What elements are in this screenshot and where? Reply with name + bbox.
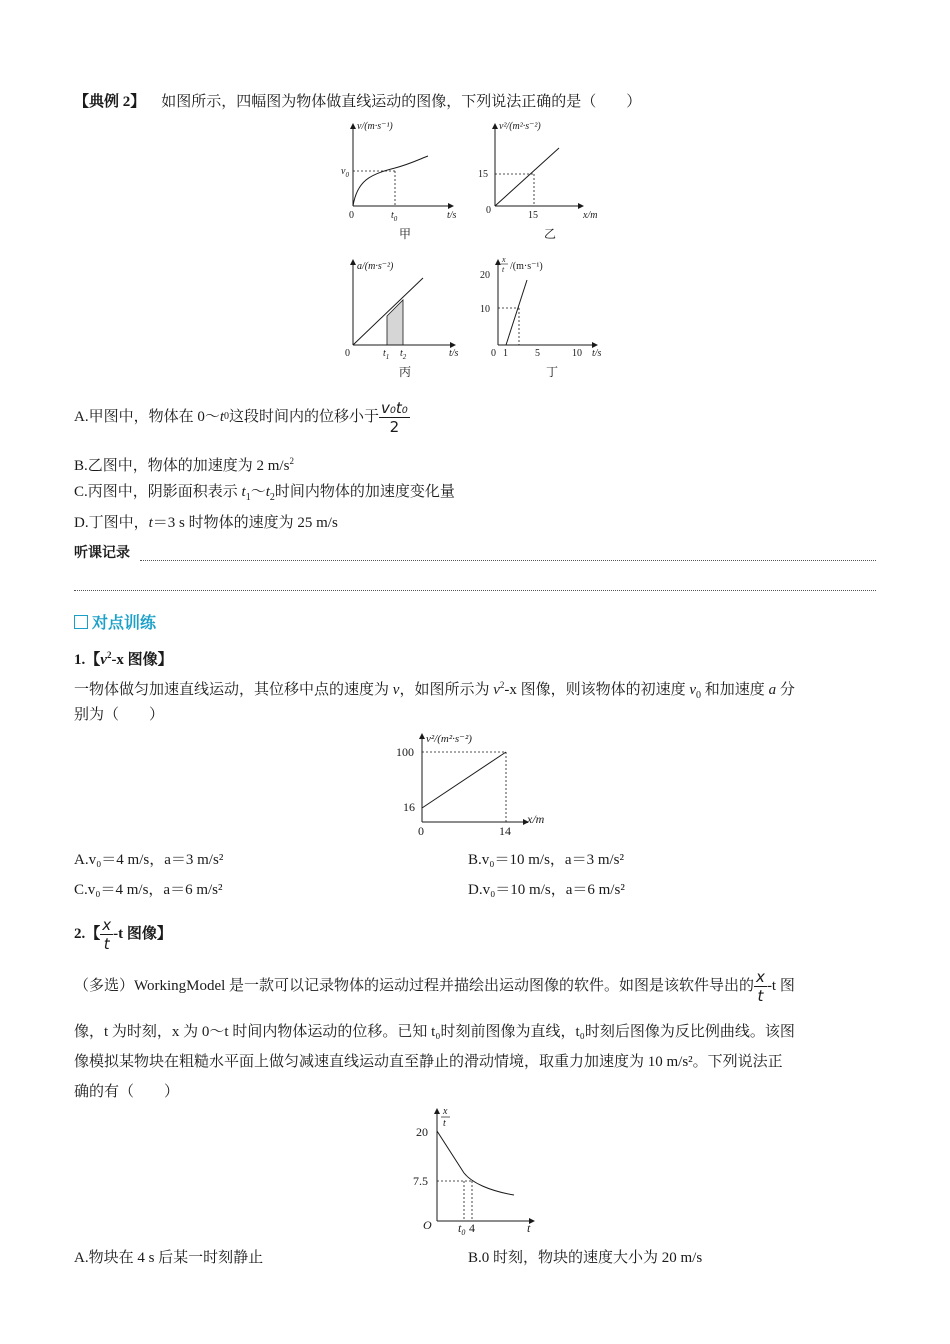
jia-origin: 0 xyxy=(349,210,354,221)
q1-text-line2: 别为（ ） xyxy=(74,707,165,723)
q1-option-c[interactable]: C.v₀＝4 m/s，a＝6 m/s² xyxy=(74,882,223,898)
bing-caption: 丙 xyxy=(399,365,412,379)
ding-ytick-20: 20 xyxy=(480,270,490,281)
q1-x14: 14 xyxy=(499,824,511,838)
q2-x4: 4 xyxy=(469,1221,475,1235)
bing-ylabel: a/(m·s⁻²) xyxy=(357,261,394,272)
ding-xtick-1: 1 xyxy=(503,348,508,359)
ding-ytick-10: 10 xyxy=(480,304,490,315)
ding-line xyxy=(506,280,527,345)
yi-xlabel: x/m xyxy=(583,210,598,221)
bing-shaded-area xyxy=(387,300,403,345)
ding-xtick-10: 10 xyxy=(572,348,582,359)
bing-origin: 0 xyxy=(345,348,350,359)
q2-text-fraction: $\frac{x}{t}$ xyxy=(756,967,765,1005)
yi-caption: 乙 xyxy=(544,227,557,241)
q1-line xyxy=(422,752,506,808)
graph-yi xyxy=(475,116,615,244)
bing-t2: $t_2$ xyxy=(400,348,407,361)
q2-option-a[interactable]: A.物块在 4 s 后某一时刻静止 xyxy=(74,1250,264,1266)
q2-graph xyxy=(410,1103,545,1238)
q1-heading: 1.【$v^2-x$ 图像】 xyxy=(74,650,173,668)
q2-text-line2: 像，t 为时刻，x 为 0～t 时间内物体运动的位移。已知 t₀时刻前图像为直线，t₀时刻后图像为反比例曲线。该图 xyxy=(74,1024,795,1040)
q2-ylabel-num: x xyxy=(443,1106,448,1117)
jia-v0: $v_0$ xyxy=(341,166,349,179)
bing-xlabel: t/s xyxy=(449,348,459,359)
yi-origin: 0 xyxy=(486,205,491,216)
ding-ylabel-den: t xyxy=(502,265,505,274)
q2-y75: 7.5 xyxy=(413,1174,428,1188)
training-section-title: 对点训练 xyxy=(74,610,156,633)
example-option-a: A.甲图中，物体在 0～ t 0 这段时间内的位移小于 $\frac{\text{v₀t₀}}{2}$ xyxy=(74,398,408,436)
q2-text-line4: 确的有（ ） xyxy=(74,1084,180,1100)
ding-xlabel: t/s xyxy=(592,348,602,359)
notes-label: 听课记录 xyxy=(74,545,130,561)
q1-xlabel: x/m xyxy=(527,812,545,826)
yi-ytick: 15 xyxy=(478,169,488,180)
q1-x0: 0 xyxy=(418,824,424,838)
yi-ylabel: v²/(m²·s⁻²) xyxy=(499,121,541,132)
q1-ylabel: v²/(m²·s⁻²) xyxy=(426,733,472,745)
q1-option-a[interactable]: A.v₀＝4 m/s，a＝3 m/s² xyxy=(74,852,224,868)
example-question-text: 如图所示，四幅图为物体做直线运动的图像，下列说法正确的是（ ） xyxy=(161,94,642,110)
square-icon xyxy=(74,615,88,629)
notes-line-1[interactable] xyxy=(140,560,876,561)
ding-xtick-5: 5 xyxy=(535,348,540,359)
q1-text-line1: 一物体做匀加速直线运动，其位移中点的速度为 v，如图所示为 $v^2-x$ 图像，则该物体的初速度 $v_0$ 和加速度 a 分 xyxy=(74,680,795,701)
yi-xtick: 15 xyxy=(528,210,538,221)
q2-option-b[interactable]: B.0 时刻，物块的速度大小为 20 m/s xyxy=(468,1250,703,1266)
ding-caption: 丁 xyxy=(546,365,559,379)
q1-option-b[interactable]: B.v₀＝10 m/s，a＝3 m/s² xyxy=(468,852,624,868)
q1-option-d[interactable]: D.v₀＝10 m/s，a＝6 m/s² xyxy=(468,882,625,898)
q2-t0: $t_0$ xyxy=(458,1221,466,1237)
example-question xyxy=(74,92,641,112)
notes-line-2[interactable] xyxy=(74,590,876,591)
yi-line xyxy=(495,148,559,206)
graph-bing xyxy=(335,252,470,380)
q2-text-line3: 像模拟某物块在粗糙水平面上做匀减速直线运动直至静止的滑动情境，取重力加速度为 10 m/s²。下列说法正 xyxy=(74,1054,783,1070)
jia-ylabel: v/(m·s⁻¹) xyxy=(357,121,393,132)
example-tag: 【典例 2】 xyxy=(74,94,146,110)
example-option-b: B.乙图中，物体的加速度为 2 $m/s^2$ xyxy=(74,456,294,474)
q2-heading: 2.【 $\frac{x}{t}$ -t 图像】 xyxy=(74,915,172,953)
q2-text-line1: （多选）WorkingModel 是一款可以记录物体的运动过程并描绘出运动图像的软件。如图是该软件导出的 $\frac{x}{t}$ -t 图 xyxy=(74,967,795,1005)
option-a-fraction: $\frac{\text{v₀t₀}}{2}$ xyxy=(381,398,408,436)
jia-caption: 甲 xyxy=(399,227,412,241)
q2-xlabel: t xyxy=(527,1221,531,1235)
q1-graph xyxy=(390,728,565,838)
bing-t1: $t_1$ xyxy=(383,348,390,361)
ding-ylabel-unit: /(m·s⁻¹) xyxy=(510,261,543,272)
ding-origin: 0 xyxy=(491,348,496,359)
q1-y100: 100 xyxy=(396,745,414,759)
q1-y16: 16 xyxy=(403,800,415,814)
ding-ylabel-num: x xyxy=(502,255,506,264)
example-option-d: D.丁图中，t＝3 s 时物体的速度为 25 m/s xyxy=(74,515,338,531)
jia-t0: $t_0$ xyxy=(391,210,398,223)
q2-curve xyxy=(437,1131,514,1195)
example-option-c: C.丙图中，阴影面积表示 $t_1\sim t_2$时间内物体的加速度变化量 xyxy=(74,484,455,503)
jia-curve xyxy=(353,156,428,206)
q2-y20: 20 xyxy=(416,1125,428,1139)
graph-ding xyxy=(475,252,615,380)
q2-origin: O xyxy=(423,1218,432,1232)
q2-ylabel-den: t xyxy=(443,1118,446,1129)
q2-heading-fraction: $\frac{x}{t}$ xyxy=(102,915,112,953)
graph-jia xyxy=(335,116,470,244)
jia-xlabel: t/s xyxy=(447,210,457,221)
